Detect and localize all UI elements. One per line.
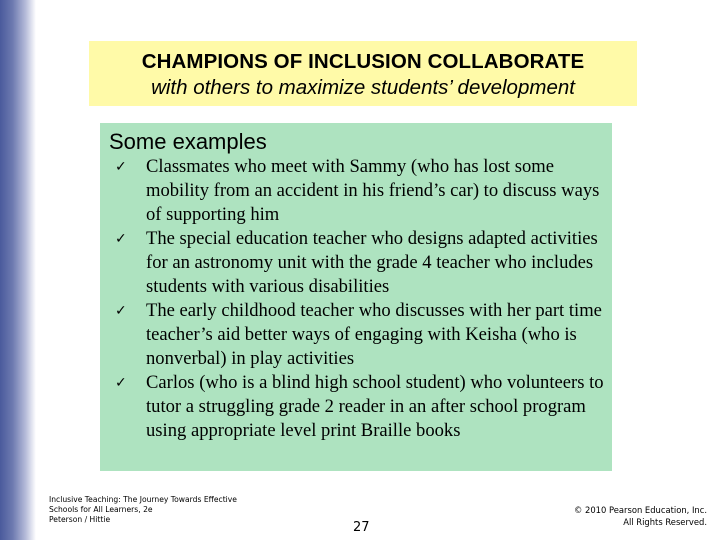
list-item-text: Carlos (who is a blind high school student) who volunteers to tutor a struggling grade 2 reader in an after school program using appropriate level print Braille books <box>146 372 604 441</box>
copyright-line1: © 2010 Pearson Education, Inc. <box>573 505 707 515</box>
list-item-text: The early childhood teacher who discusses with her part time teacher’s aid better ways of engaging with Keisha (who is nonverbal) in play activities <box>146 300 602 369</box>
page-number: 27 <box>353 520 370 535</box>
list-item-text: The special education teacher who designs adapted activities for an astronomy unit with the grade 4 teacher who includes students with various disabilities <box>146 228 598 297</box>
examples-list <box>109 155 612 443</box>
examples-box <box>100 123 612 471</box>
copyright-line2: All Rights Reserved. <box>623 517 707 527</box>
section-heading: Some examples <box>109 129 267 154</box>
book-title-line1: Inclusive Teaching: The Journey Towards Effective <box>49 495 237 504</box>
side-gradient-stripe <box>0 0 36 540</box>
list-item <box>109 299 612 371</box>
list-item <box>109 155 612 227</box>
check-icon: ✓ <box>115 375 127 391</box>
book-title-line2: Schools for All Learners, 2e <box>49 505 153 514</box>
check-icon: ✓ <box>115 303 127 319</box>
book-authors: Peterson / Hittie <box>49 515 111 524</box>
copyright-notice <box>574 504 707 528</box>
list-item-text: Classmates who meet with Sammy (who has lost some mobility from an accident in his friend’s car) to discuss ways of supporting him <box>146 156 600 225</box>
book-citation <box>49 495 237 525</box>
list-item <box>109 227 612 299</box>
check-icon: ✓ <box>115 231 127 247</box>
list-item <box>109 371 612 443</box>
slide-subtitle: with others to maximize students’ development <box>151 76 575 99</box>
title-box <box>89 41 637 106</box>
slide-title: CHAMPIONS OF INCLUSION COLLABORATE <box>141 50 585 73</box>
check-icon: ✓ <box>115 159 127 175</box>
